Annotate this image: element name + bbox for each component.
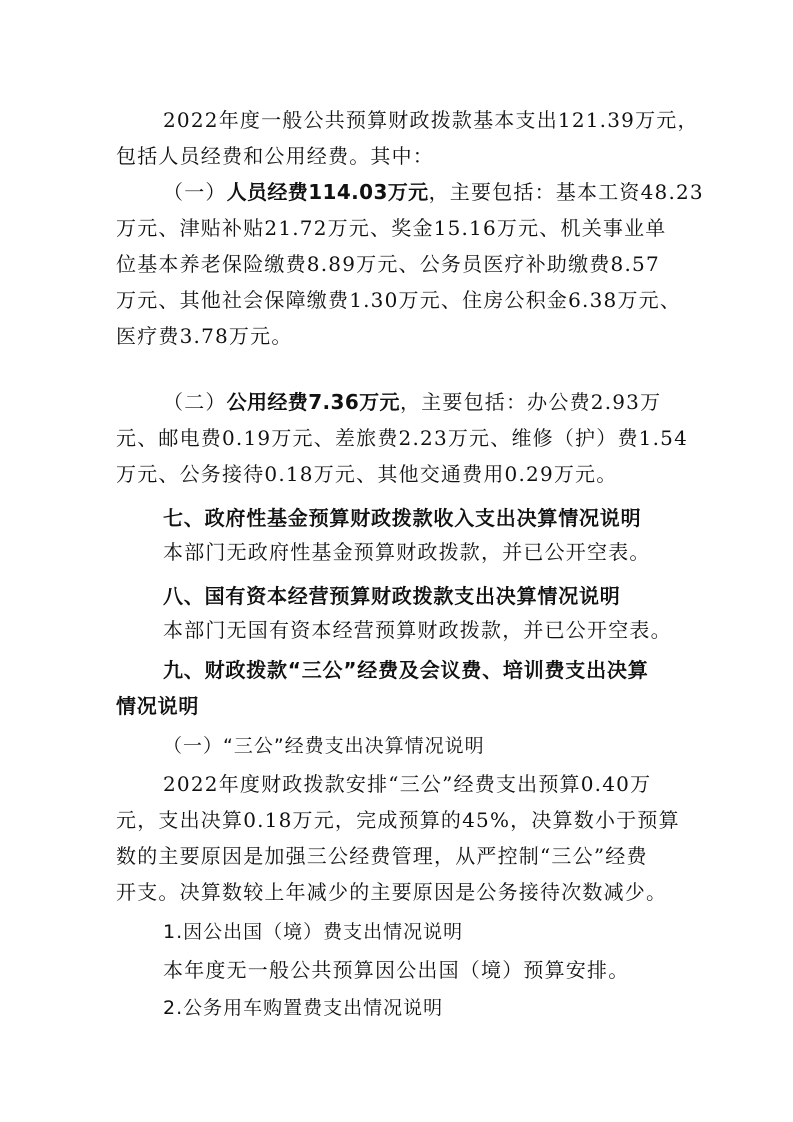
section-heading-8: 八、国有资本经营预算财政拨款支出决算情况说明 — [163, 584, 621, 608]
public-rest: ，主要包括：办公费2.93万 — [399, 390, 662, 414]
paragraph-line: 万元、公务接待0.18万元、其他交通费用0.29万元。 — [116, 462, 618, 486]
subheading-1: （一）“三公”经费支出决算情况说明 — [163, 735, 485, 757]
paragraph-line: 2022年度财政拨款安排“三公”经费支出预算0.40万 — [163, 772, 652, 796]
paragraph-line: 位基本养老保险缴费8.89万元、公务员医疗补助缴费8.57 — [116, 252, 660, 276]
personnel-prefix: （一） — [163, 180, 227, 204]
paragraph-line: 万元、津贴补贴21.72万元、奖金15.16万元、机关事业单 — [116, 216, 667, 240]
paragraph-line: 万元、其他社会保障缴费1.30万元、住房公积金6.38万元、 — [116, 288, 682, 312]
personnel-rest: ，主要包括：基本工资48.23 — [428, 180, 704, 204]
public-line — [163, 388, 661, 416]
public-prefix: （二） — [163, 390, 227, 414]
paragraph-line: 本部门无国有资本经营预算财政拨款，并已公开空表。 — [163, 618, 672, 642]
paragraph-line: 医疗费3.78万元。 — [116, 324, 293, 348]
paragraph-line: 元，支出决算0.18万元，完成预算的45%，决算数小于预算 — [116, 808, 680, 832]
section-heading-9-cont: 情况说明 — [116, 694, 200, 718]
item-heading-2: 2.公务用车购置费支出情况说明 — [163, 997, 444, 1019]
public-total: 公用经费7.36万元 — [226, 390, 400, 414]
section-heading-7: 七、政府性基金预算财政拨款收入支出决算情况说明 — [163, 506, 642, 530]
item-heading-1: 1.因公出国（境）费支出情况说明 — [163, 921, 464, 943]
paragraph-line: 元、邮电费0.19万元、差旅费2.23万元、维修（护）费1.54 — [116, 426, 688, 450]
paragraph-line: 本年度无一般公共预算因公出国（境）预算安排。 — [163, 958, 630, 982]
paragraph-line: 数的主要原因是加强三公经费管理，从严控制“三公”经费 — [116, 844, 648, 868]
paragraph-line: 包括人员经费和公用经费。其中： — [116, 144, 434, 168]
paragraph-line: 本部门无政府性基金预算财政拨款，并已公开空表。 — [163, 540, 651, 564]
paragraph-line: 2022年度一般公共预算财政拨款基本支出121.39万元， — [163, 108, 699, 132]
paragraph-line: 开支。决算数较上年减少的主要原因是公务接待次数减少。 — [116, 880, 668, 904]
section-heading-9: 九、财政拨款“三公”经费及会议费、培训费支出决算 — [163, 658, 649, 682]
personnel-total: 人员经费114.03万元 — [226, 180, 429, 204]
personnel-line — [163, 178, 704, 206]
